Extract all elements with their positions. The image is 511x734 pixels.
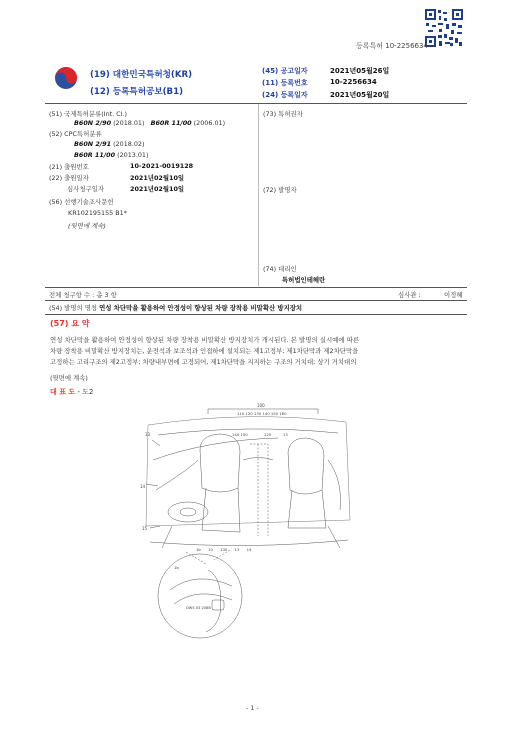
inventor-label: (72) 발명자 — [263, 186, 297, 194]
figure-ref-15: 15 — [142, 526, 148, 531]
reg-date-label: (24) 등록일자 — [262, 91, 308, 99]
claims-rule — [45, 300, 467, 301]
exam-date-value: 2021년02월10일 — [130, 185, 185, 193]
abstract-label: (57) 요 약 — [50, 319, 90, 328]
app-number-label: (21) 출원번호 — [49, 163, 89, 171]
prior-art-label: (56) 선행기술조사문헌 — [49, 198, 114, 206]
abstract-continued: (뒷면에 계속) — [50, 374, 88, 382]
office-name: (19) 대한민국특허청(KR) — [90, 70, 193, 80]
abstract-line-1: 연성 차단막을 활용하여 안정성이 향상된 차량 장착용 비말확산 방지장치가 개시된다. 본 발명의 실시예에 따른 — [50, 336, 360, 344]
representative-figure: 대 표 도 - 도2 — [50, 388, 94, 396]
pub-date-value: 2021년05월26일 — [330, 67, 390, 75]
title-rule — [45, 314, 467, 315]
figure-ref-top-row: 110 120 130 140 150 160 — [237, 411, 287, 416]
examiner-value: 이정혜 — [444, 291, 463, 299]
figure-ref-bottom-row: 1b 10 130 13 15 — [196, 547, 252, 552]
publication-type: (12) 등록특허공보(B1) — [90, 87, 184, 97]
figure-ref-inner-1: 140 150 — [232, 432, 248, 437]
app-date-value: 2021년02월10일 — [130, 174, 185, 182]
cpc-label: (52) CPC특허분류 — [49, 130, 102, 138]
prior-art-value: KR102195155 B1* — [68, 209, 127, 217]
examiner-label: 심사관 : — [398, 291, 421, 299]
invention-title-row: (54) 발명의 명칭 연성 차단막을 활용하여 안정성이 향상된 차량 장착용 비말확산 방지장치 — [49, 304, 303, 312]
reg-number-label: (11) 등록번호 — [262, 79, 308, 87]
ipc-label: (51) 국제특허분류(Int. Cl.) — [49, 110, 127, 118]
app-number-value: 10-2021-0019128 — [130, 162, 194, 170]
figure-ref-bottom-2: 1b — [174, 565, 179, 570]
kipo-logo-icon — [54, 66, 78, 90]
ipc-entries: B60N 2/90 (2018.01) B60R 11/00 (2006.01) — [74, 119, 226, 127]
pub-date-label: (45) 공고일자 — [262, 67, 308, 75]
agent-label: (74) 대리인 — [263, 265, 297, 273]
abstract-line-3: 고정하는 고리구조의 제2고정부; 차량내부면에 고정되어, 제1차단막을 지지하는 구조의 거치대; 상기 거치대의 — [50, 358, 357, 366]
claims-count: 전체 청구항 수 : 총 3 항 — [49, 291, 117, 299]
figure-ref-detail: DWS 03 208B — [186, 606, 211, 610]
patent-number-top: 등록특허 10-2256634 — [356, 42, 428, 50]
header-rule — [45, 103, 467, 104]
reg-number-value: 10-2256634 — [330, 78, 377, 86]
prior-art-continued: (뒷면에 계속) — [68, 222, 106, 230]
app-date-label: (22) 출원일자 — [49, 174, 89, 182]
figure-ref-inner-3: 13 — [283, 432, 288, 437]
column-divider — [258, 104, 259, 286]
figure-ref-13: 13 — [145, 432, 151, 437]
reg-date-value: 2021년05월20일 — [330, 91, 390, 99]
agent-value: 특허법인테헤란 — [282, 276, 326, 284]
owner-label: (73) 특허권자 — [263, 110, 303, 118]
figure-ref-inner-2: 120 — [264, 432, 272, 437]
representative-drawing — [128, 400, 366, 678]
cpc-entry-1: B60N 2/91 (2018.02) — [74, 140, 145, 148]
figure-ref-14: 14 — [140, 484, 146, 489]
qr-code — [424, 8, 464, 48]
exam-date-label: 심사청구일자 — [67, 185, 105, 193]
figure-ref-top: 100 — [257, 403, 265, 408]
bib-rule — [45, 287, 467, 288]
cpc-entry-2: B60R 11/00 (2013.01) — [74, 151, 149, 159]
page-number: - 1 - — [246, 704, 259, 712]
abstract-line-2: 차량 장착용 비말확산 방지장치는, 운전석과 보조석과 인접하에 설치되는 제1고정부; 제1차단막과 제2차단막을 — [50, 347, 359, 355]
